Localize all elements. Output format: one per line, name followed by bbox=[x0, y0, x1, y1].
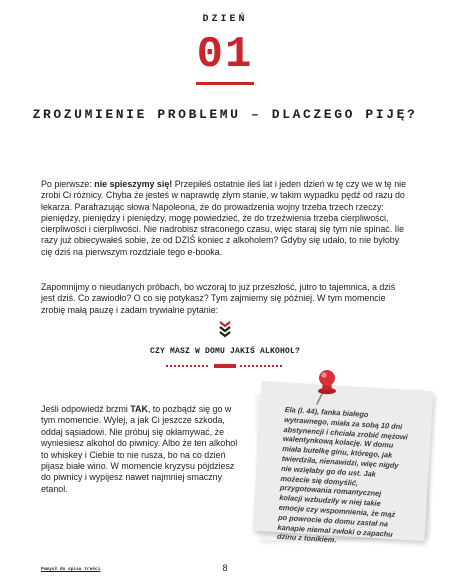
intro-lead: Po pierwsze: bbox=[41, 179, 95, 189]
chapter-title: ZROZUMIENIE PROBLEMU – DLACZEGO PIJĘ? bbox=[32, 107, 418, 122]
intro-paragraph-1 bbox=[41, 179, 411, 258]
intro-emphasis: nie spieszymy się! bbox=[94, 179, 173, 189]
page-number: 8 bbox=[222, 563, 228, 573]
answer-paragraph bbox=[41, 404, 241, 495]
answer-body: , to pozbądź się go w tym momencie. Wylej, a jak Ci jeszcze szkoda, oddaj sąsiadowi. Nie próbuj się okłamywać, że wyniesiesz alkohol do piwnicy. Albo że ten alkohol to whiskey i Ciebie to nie rusza, bo na co dzień pijasz białe wino. W momencie kryzysu pójdziesz do piwnicy i wypijesz nawet najmniej smaczny etanol. bbox=[41, 404, 238, 494]
double-chevron-down-icon bbox=[217, 320, 233, 338]
footer-book-title[interactable]: Pomysł do spisu treści bbox=[41, 567, 101, 572]
day-underline bbox=[196, 82, 254, 85]
answer-lead: Jeśli odpowiedź brzmi bbox=[41, 404, 131, 414]
day-number: 01 bbox=[196, 30, 254, 80]
question-heading: CZY MASZ W DOMU JAKIŚ ALKOHOL? bbox=[149, 347, 301, 356]
answer-emphasis: TAK bbox=[130, 404, 148, 414]
note-text: Ela (l. 44), fanka białego wytrawnego, miała za sobą 10 dni abstynencji i chciała zrobić mężowi walentynkową kolację. W domu miała butelkę ginu, którego, jak twierdziła, nienawidzi, więc nigdy nie wzięłaby go do ust. Jak możecie się domyślić, przygotowania romantycznej kolacji wzbudziły w niej takie emocje czy wspomnienia, że mąż po powrocie do domu zastał na kanapie niemal zwłoki o zapachu dżinu z tonikiem. bbox=[276, 405, 409, 545]
intro-paragraph-2: Zapomnijmy o nieudanych próbach, bo wczoraj to już przeszłość, jutro to tajemnica, a dziś jest dziś. Co zawiodło? O co się potykasz? Tym zajmiemy się później. W tym momencie zrobię małą pauzę i zadam trywialne pytanie: bbox=[41, 282, 396, 315]
dotted-divider bbox=[162, 363, 288, 369]
pushpin-icon bbox=[307, 368, 347, 408]
day-label: DZIEŃ bbox=[202, 14, 248, 25]
intro-body: Przepiłeś ostatnie ileś lat i jeden dzień w tę czy we w tę nie zrobi Ci różnicy. Chyba że jesteś w naprawdę złym stanie, w takim wypadku pędź od razu do lekarza. Parafrazując słowa Napoleona, że do prowadzenia wojny trzeba trzech rzeczy: pieniędzy, pieniędzy i pieniędzy, mogę powiedzieć, że do trzeźwienia trzeba cierpliwości, cierpliwości i cierpliwości. Nie nadrobisz straconego czasu, więc staraj się tym nie spinać. Ile razy już obiecywałeś sobie, że od DZIŚ koniec z alkoholem? Gdyby się udało, to nie byłoby cię dziś na pierwszym rozdziale tego e-booka. bbox=[41, 179, 407, 257]
